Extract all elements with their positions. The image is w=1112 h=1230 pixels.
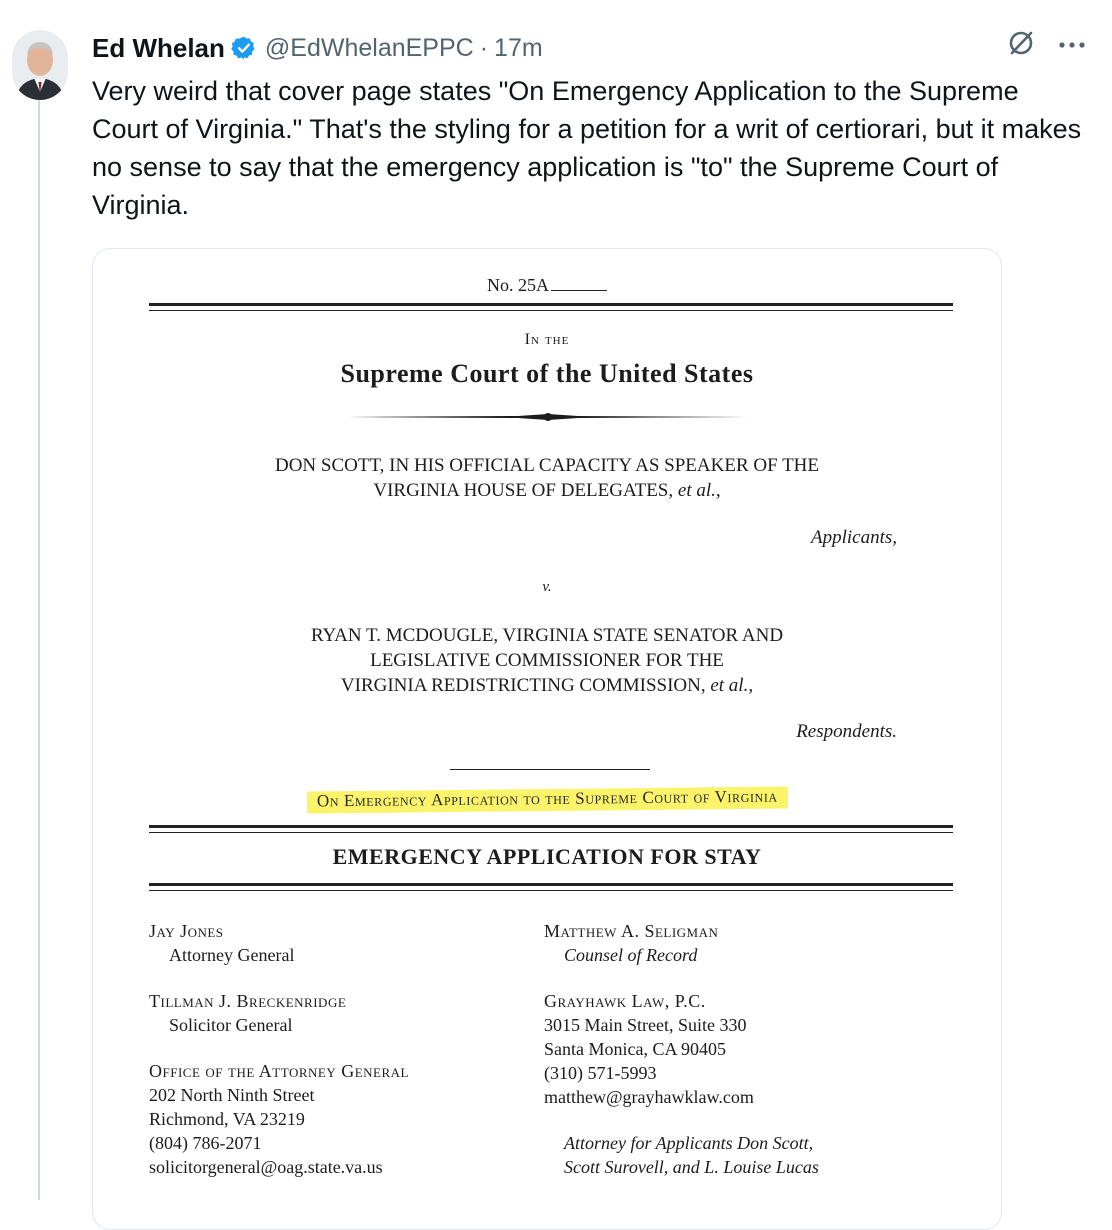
document-cover-page <box>93 249 1001 1229</box>
on-application-text: On Emergency Application to the Supreme Court of Virginia <box>307 786 788 813</box>
firm-email: matthew@grayhawklaw.com <box>544 1087 754 1107</box>
court-name: Supreme Court of the United States <box>340 359 754 388</box>
solicitor-general-name: Tillman J. Breckenridge <box>149 991 347 1011</box>
firm-name: Grayhawk Law, P.C. <box>544 991 706 1011</box>
attorney-for-line-2: Scott Surovell, and L. Louise Lucas <box>564 1157 819 1177</box>
top-rule-thick <box>149 303 953 306</box>
attorney-general-title: Attorney General <box>169 945 295 965</box>
counsel-right-column <box>544 919 819 1179</box>
docket-number: No. 25A <box>93 275 1001 296</box>
respondents-line-2: LEGISLATIVE COMMISSIONER FOR THE <box>370 650 724 671</box>
office-address-1: 202 North Ninth Street <box>149 1085 315 1105</box>
office-phone: (804) 786-2071 <box>149 1133 262 1153</box>
et-al: et al., <box>677 480 721 501</box>
solicitor-general-title: Solicitor General <box>169 1015 293 1035</box>
author-handle[interactable]: @EdWhelanEPPC <box>264 33 474 62</box>
in-the-label: In the <box>524 331 570 348</box>
respondents-names <box>93 623 1001 698</box>
highlighted-line <box>93 786 1001 811</box>
author-name[interactable]: Ed Whelan <box>92 32 225 63</box>
applicants-line-1: DON SCOTT, IN HIS OFFICIAL CAPACITY AS SPEAKER OF THE <box>274 455 820 476</box>
counsel-left-column <box>149 919 409 1179</box>
short-divider <box>450 769 650 770</box>
respondents-line-3: VIRGINIA REDISTRICTING COMMISSION, et al., <box>340 675 754 696</box>
title-rule-top-thin <box>149 832 953 833</box>
application-title: EMERGENCY APPLICATION FOR STAY <box>332 844 762 869</box>
attorney-for-line-1: Attorney for Applicants Don Scott, <box>564 1133 814 1153</box>
respondents-line-1: RYAN T. MCDOUGLE, VIRGINIA STATE SENATOR AND <box>310 625 784 646</box>
grok-icon[interactable] <box>1006 28 1036 63</box>
more-icon[interactable] <box>1058 37 1086 55</box>
tweet-header <box>92 28 543 68</box>
thread-line <box>38 100 40 1200</box>
post-time[interactable]: 17m <box>494 33 543 62</box>
counsel-title: Counsel of Record <box>564 945 698 965</box>
title-rule-bottom-thick <box>149 883 953 886</box>
counsel-name: Matthew A. Seligman <box>544 921 719 941</box>
versus-label: v. <box>542 579 552 595</box>
separator-dot: · <box>479 33 489 62</box>
avatar-photo-icon <box>12 30 68 100</box>
title-rule-bottom-thin <box>149 890 953 891</box>
respondents-label: Respondents. <box>796 721 897 742</box>
firm-phone: (310) 571-5993 <box>544 1063 657 1083</box>
office-email: solicitorgeneral@oag.state.va.us <box>149 1157 383 1177</box>
firm-address-1: 3015 Main Street, Suite 330 <box>544 1015 747 1035</box>
title-rule-top-thick <box>149 825 953 828</box>
tweet-text: Very weird that cover page states "On Emergency Application to the Supreme Court of Virginia." That's the styling for a petition for a writ of certiorari, but it makes no sense to say that the emergency application is "to" the Supreme Court of Virginia. <box>92 76 1082 220</box>
top-rule-thin <box>149 310 953 311</box>
et-al: et al., <box>710 675 754 696</box>
attached-image[interactable] <box>92 248 1002 1230</box>
avatar[interactable] <box>12 30 68 100</box>
applicants-label: Applicants, <box>810 527 897 548</box>
applicants-names <box>93 453 1001 503</box>
verified-badge-icon <box>231 35 257 61</box>
applicants-line-2: VIRGINIA HOUSE OF DELEGATES, et al., <box>373 480 721 501</box>
office-address-2: Richmond, VA 23219 <box>149 1109 305 1129</box>
office-name: Office of the Attorney General <box>149 1061 409 1081</box>
ornamental-divider-icon <box>348 411 748 423</box>
header-actions <box>1006 28 1086 63</box>
firm-address-2: Santa Monica, CA 90405 <box>544 1039 726 1059</box>
attorney-general-name: Jay Jones <box>149 921 224 941</box>
